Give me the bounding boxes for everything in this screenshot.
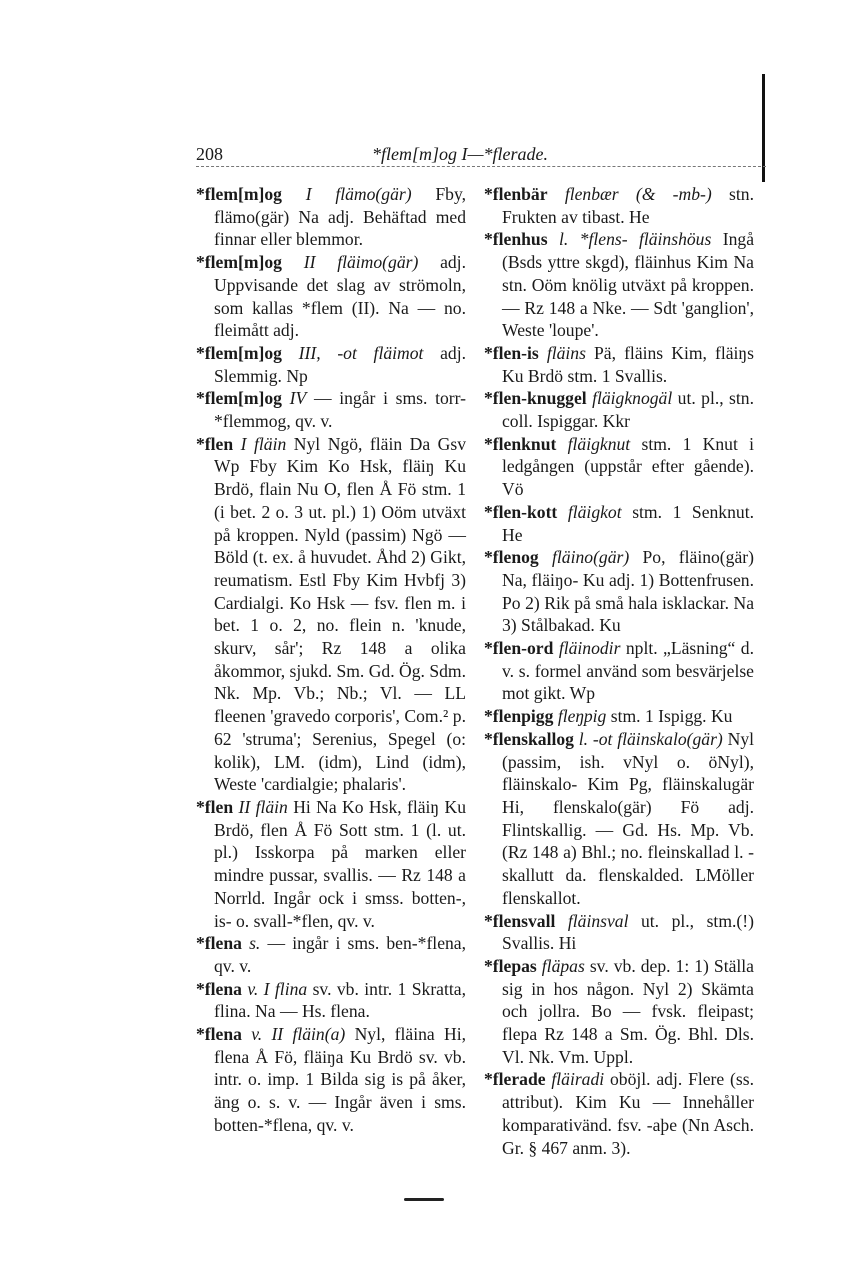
entry-headword: *flen (196, 796, 234, 817)
entry-dialect-form: fläins (546, 342, 586, 363)
dictionary-entry (484, 342, 754, 387)
entry-dialect-form: IV (289, 388, 307, 409)
entry-dialect-form: fläinodir (558, 638, 621, 659)
entry-dialect-form: fläigknut (567, 433, 631, 454)
entry-headword: *flem[m]og (196, 388, 282, 409)
entry-dialect-form: l. *flens- fläinshöus (558, 229, 712, 250)
entry-definition: Nyl (passim, ish. vNyl o. öNyl), fläinskalo- Kim Pg, fläinskalugär Hi, flenskalo(gär) Fö adj. Flintskallig. — Gd. Hs. Mp. Vb. (Rz 148 a) Bhl.; no. fleinskallad l. -skallutt da. flenskalded. LMöller flenskallot. (502, 728, 755, 908)
entry-dialect-form: fläinsval (567, 910, 629, 931)
entry-headword: *flen (196, 433, 234, 454)
dictionary-entry (484, 955, 754, 1069)
entry-dialect-form: fleŋpig (557, 706, 607, 727)
entry-definition: — ingår i sms. torr-*flemmog, qv. v. (214, 388, 466, 432)
entry-dialect-form: fläpas (541, 955, 585, 976)
dictionary-entry (484, 1068, 754, 1159)
entry-definition: Nyl, fläina Hi, flena Å Fö, fläiŋa Ku Brdö sv. vb. intr. o. imp. 1 Bilda sig is på åker, äng o. s. v. — Ingår även i sms. botten-*flena, qv. v. (214, 1024, 466, 1135)
entry-dialect-form: v. I flina (247, 978, 308, 999)
dictionary-entry (484, 546, 754, 637)
dictionary-entry (484, 387, 754, 432)
dictionary-entry (484, 705, 754, 728)
entry-headword: *flena (196, 1024, 242, 1045)
entry-definition: ut. pl., stn. coll. Ispiggar. Kkr (502, 388, 754, 432)
dictionary-entry (484, 910, 754, 955)
dictionary-entry (196, 796, 466, 932)
entry-definition: ut. pl., stm.(!) Svallis. Hi (502, 910, 754, 954)
dictionary-entry (484, 637, 754, 705)
entry-headword: *flenskallog (484, 728, 574, 749)
dictionary-entry (484, 183, 754, 228)
entry-dialect-form: v. II fläin(a) (251, 1024, 346, 1045)
entry-definition: stm. 1 Ispigg. Ku (610, 706, 733, 727)
entry-definition: Nyl Ngö, fläin Da Gsv Wp Fby Kim Ko Hsk, fläiŋ Ku Brdö, flain Nu O, flen Å Fö stm. 1 (i bet. 2 o. 3 ut. pl.) 1) Oöm utväxt på kroppen. Nyld (passim) Ngö — Böld (t. ex. å huvudet. Åhd 2) Gikt, reumatism. Estl Fby Kim Hvbfj 3) Cardialgi. Ko Hsk — fsv. flen m. i bet. 1 o. 2, no. flein n. 'knude, skurv, sår'; Rz 148 a olika åkommor, sjukd. Sm. Gd. Ög. Sdm. Nk. Mp. Vb.; Nb.; Vl. — LL fleenen 'gravedo corporis', Com.² p. 62 'struma'; Serenius, Spegel (o: kolik), LM. (idm), Lind (idm), Weste 'cardialgie; phalaris'. (214, 433, 467, 795)
entry-definition: stm. 1 Senknut. He (502, 501, 754, 545)
running-head: *flem[m]og I—*flerade. (372, 144, 548, 164)
entry-dialect-form: l. -ot fläinskalo(gär) (578, 728, 723, 749)
dictionary-entry (484, 501, 754, 546)
dictionary-entry (196, 342, 466, 387)
entry-headword: *flenknut (484, 433, 557, 454)
entry-definition: adj. Slemmig. Np (214, 342, 466, 386)
entry-definition: adj. Uppvisande det slag av strömoln, som kallas *flem (II). Na — no. fleimått adj. (214, 252, 466, 341)
entry-dialect-form: fläigknogäl (592, 388, 673, 409)
entry-dialect-form: fläiradi (551, 1069, 605, 1090)
page-number: 208 (196, 144, 223, 164)
entry-dialect-form: s. (249, 933, 261, 954)
bottom-ornament (404, 1198, 444, 1201)
entry-dialect-form: I flämo(gär) (305, 184, 412, 204)
dictionary-entry (484, 433, 754, 501)
dictionary-entry (196, 387, 466, 432)
entry-dialect-form: III, -ot fläimot (298, 342, 424, 363)
dictionary-entry (484, 728, 754, 910)
entry-headword: *flen-knuggel (484, 388, 587, 409)
entry-definition: Ingå (Bsds yttre skgd), fläinhus Kim Na stn. Oöm knölig utväxt på kroppen. — Rz 148 a Nke. — Sdt 'ganglion', Weste 'loupe'. (502, 229, 755, 341)
entry-headword: *flenpigg (484, 706, 554, 727)
entry-headword: *flepas (484, 955, 537, 976)
entry-headword: *flen-is (484, 342, 539, 363)
entry-headword: *flenhus (484, 229, 548, 250)
entry-definition: sv. vb. dep. 1: 1) Ställa sig in hos någon. Nyl 2) Skämta och jollra. Bo — fvsk. fleipast; flepa Rz 148 a Sm. Ög. Bhl. Dls. Vl. Nk. Vm. Uppl. (502, 955, 754, 1067)
dictionary-entry (196, 978, 466, 1023)
entry-headword: *flen-ord (484, 638, 554, 659)
entry-headword: *flenbär (484, 184, 548, 204)
entry-dialect-form: flenbær (& -mb-) (564, 184, 712, 204)
entry-headword: *flena (196, 933, 242, 954)
entry-definition: stn. Frukten av tibast. He (502, 184, 754, 227)
entry-headword: *flenog (484, 547, 539, 568)
dictionary-entry (196, 433, 466, 796)
entry-definition: oböjl. adj. Flere (ss. attribut). Kim Ku — Innehåller komparativänd. fsv. -aþe (Nn Asch. Gr. § 467 anm. 3). (502, 1069, 754, 1158)
right-column (484, 183, 754, 1159)
entry-definition: Pä, fläins Kim, fläiŋs Ku Brdö stm. 1 Svallis. (502, 342, 754, 386)
entry-definition: Po, fläino(gär) Na, fläiŋo- Ku adj. 1) Bottenfrusen. Po 2) Rik på små hala isklackar. Na 3) Stålbakad. Ku (502, 547, 754, 636)
entry-headword: *flena (196, 978, 242, 999)
entry-headword: *flem[m]og (196, 342, 282, 363)
dictionary-entry (196, 251, 466, 342)
entry-definition: sv. vb. intr. 1 Skratta, flina. Na — Hs. flena. (214, 978, 466, 1022)
header-rule (196, 166, 766, 167)
entry-definition: nplt. „Läsning“ d. v. s. formel använd som besvärjelse mot gikt. Wp (502, 638, 754, 704)
entry-headword: *flem[m]og (196, 184, 282, 204)
dictionary-entry (196, 932, 466, 977)
entry-dialect-form: II fläin (238, 796, 288, 817)
entry-definition: — ingår i sms. ben-*flena, qv. v. (214, 933, 467, 976)
entry-headword: *flen-kott (484, 501, 558, 522)
entry-dialect-form: II fläimo(gär) (303, 252, 419, 273)
entry-dialect-form: fläino(gär) (552, 547, 630, 568)
entry-definition: Fby, flämo(gär) Na adj. Behäftad med finnar eller blemmor. (214, 184, 467, 250)
entry-headword: *flem[m]og (196, 252, 282, 273)
entry-headword: *flensvall (484, 910, 556, 931)
entry-definition: Hi Na Ko Hsk, fläiŋ Ku Brdö, flen Å Fö Sott stm. 1 (l. ut. pl.) Isskorpa på marken eller mindre pussar, svallis. — Rz 148 a Norrld. Ingår ock i smss. botten-, is- o. svall-*flen, qv. v. (214, 796, 466, 931)
left-column (196, 183, 466, 1137)
entry-definition: stm. 1 Knut i ledgången (uppstår efter gående). Vö (502, 433, 754, 500)
dictionary-entry (484, 228, 754, 342)
entry-dialect-form: I fläin (240, 433, 287, 454)
entry-headword: *flerade (484, 1069, 546, 1090)
dictionary-entry (196, 183, 466, 251)
dictionary-entry (196, 1023, 466, 1137)
entry-dialect-form: fläigkot (567, 501, 622, 522)
